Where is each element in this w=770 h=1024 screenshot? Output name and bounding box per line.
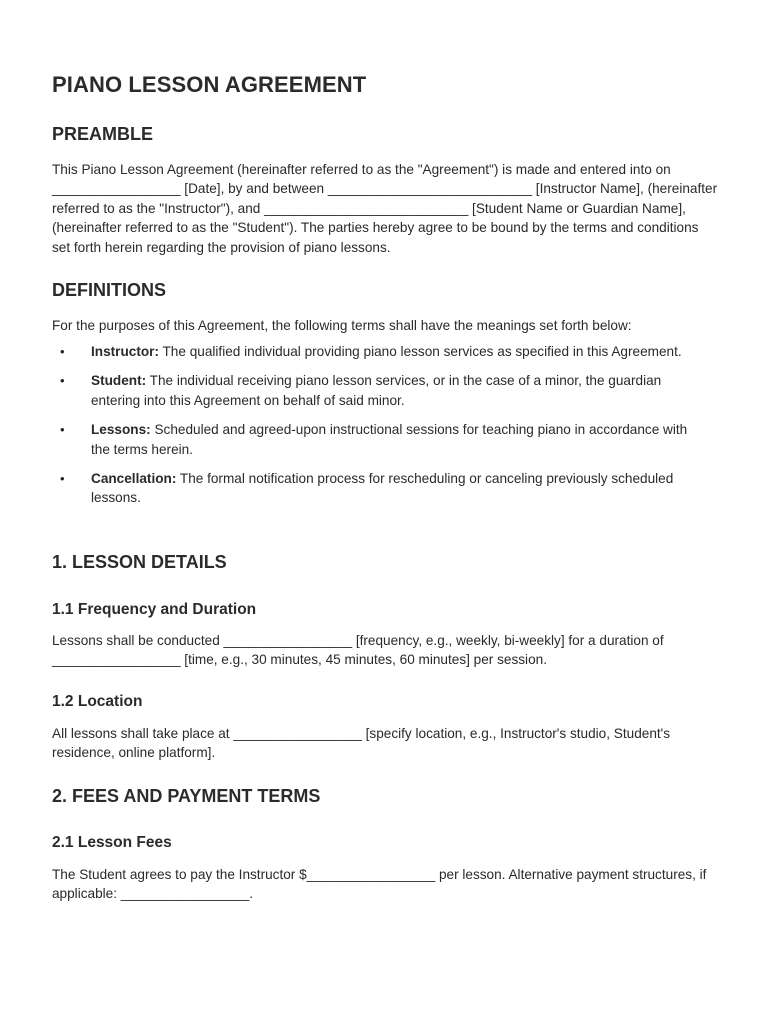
preamble-heading: PREAMBLE (52, 124, 154, 144)
document-title: PIANO LESSON AGREEMENT (52, 72, 367, 97)
definition-item-instructor (52, 342, 692, 361)
definition-item-lessons (52, 420, 692, 459)
section1-2-text: All lessons shall take place at _________________ [specify location, e.g., Instructor's studio, Student's residence, online platform]. (52, 726, 671, 761)
section1-1-text: Lessons shall be conducted _________________ [frequency, e.g., weekly, bi-weekly] for a duration of _________________ [time, e.g., 30 minutes, 45 minutes, 60 minutes] per session. (52, 633, 664, 668)
section1-2-heading: 1.2 Location (52, 693, 143, 710)
definition-item-cancellation (52, 469, 692, 508)
definitions-list (52, 342, 692, 518)
bullet-icon: • (60, 344, 65, 359)
definition-term: Lessons: (91, 422, 151, 438)
definition-term: Instructor: (91, 344, 159, 359)
preamble-text: This Piano Lesson Agreement (hereinafter referred to as the "Agreement") is made and entered into on _________________ [Date], by and between ___________________________ [Instructor Name], (hereinafter referred to as the "Instructor"), and ___________________________ [Student Name or Guardian Name], (hereinafter referred to as the "Student"). The parties hereby agree to be bound by the terms and conditions set forth herein regarding the provision of piano lessons. (52, 162, 718, 255)
section1-1-heading: 1.1 Frequency and Duration (52, 601, 257, 618)
definition-term: Cancellation: (91, 471, 177, 487)
definition-term: Student: (91, 373, 147, 389)
definition-text: The qualified individual providing piano lesson services as specified in this Agreement. (158, 344, 682, 359)
bullet-icon: • (60, 471, 65, 487)
definition-item-student (52, 371, 692, 410)
bullet-icon: • (60, 422, 65, 438)
section2-heading: 2. FEES AND PAYMENT TERMS (52, 786, 321, 806)
section2-1-heading: 2.1 Lesson Fees (52, 834, 172, 851)
section2-1-text: The Student agrees to pay the Instructor $_________________ per lesson. Alternative payment structures, if applicable: _________________. (52, 867, 707, 902)
definitions-heading: DEFINITIONS (52, 280, 167, 300)
definitions-intro: For the purposes of this Agreement, the following terms shall have the meanings set forth below: (52, 318, 632, 333)
definition-text: The individual receiving piano lesson services, or in the case of a minor, the guardian entering into this Agreement on behalf of said minor. (91, 373, 662, 408)
bullet-icon: • (60, 373, 65, 389)
definition-text: Scheduled and agreed-upon instructional sessions for teaching piano in accordance with the terms herein. (91, 422, 688, 457)
definition-text: The formal notification process for rescheduling or canceling previously scheduled lessons. (91, 471, 674, 506)
section1-heading: 1. LESSON DETAILS (52, 552, 227, 572)
